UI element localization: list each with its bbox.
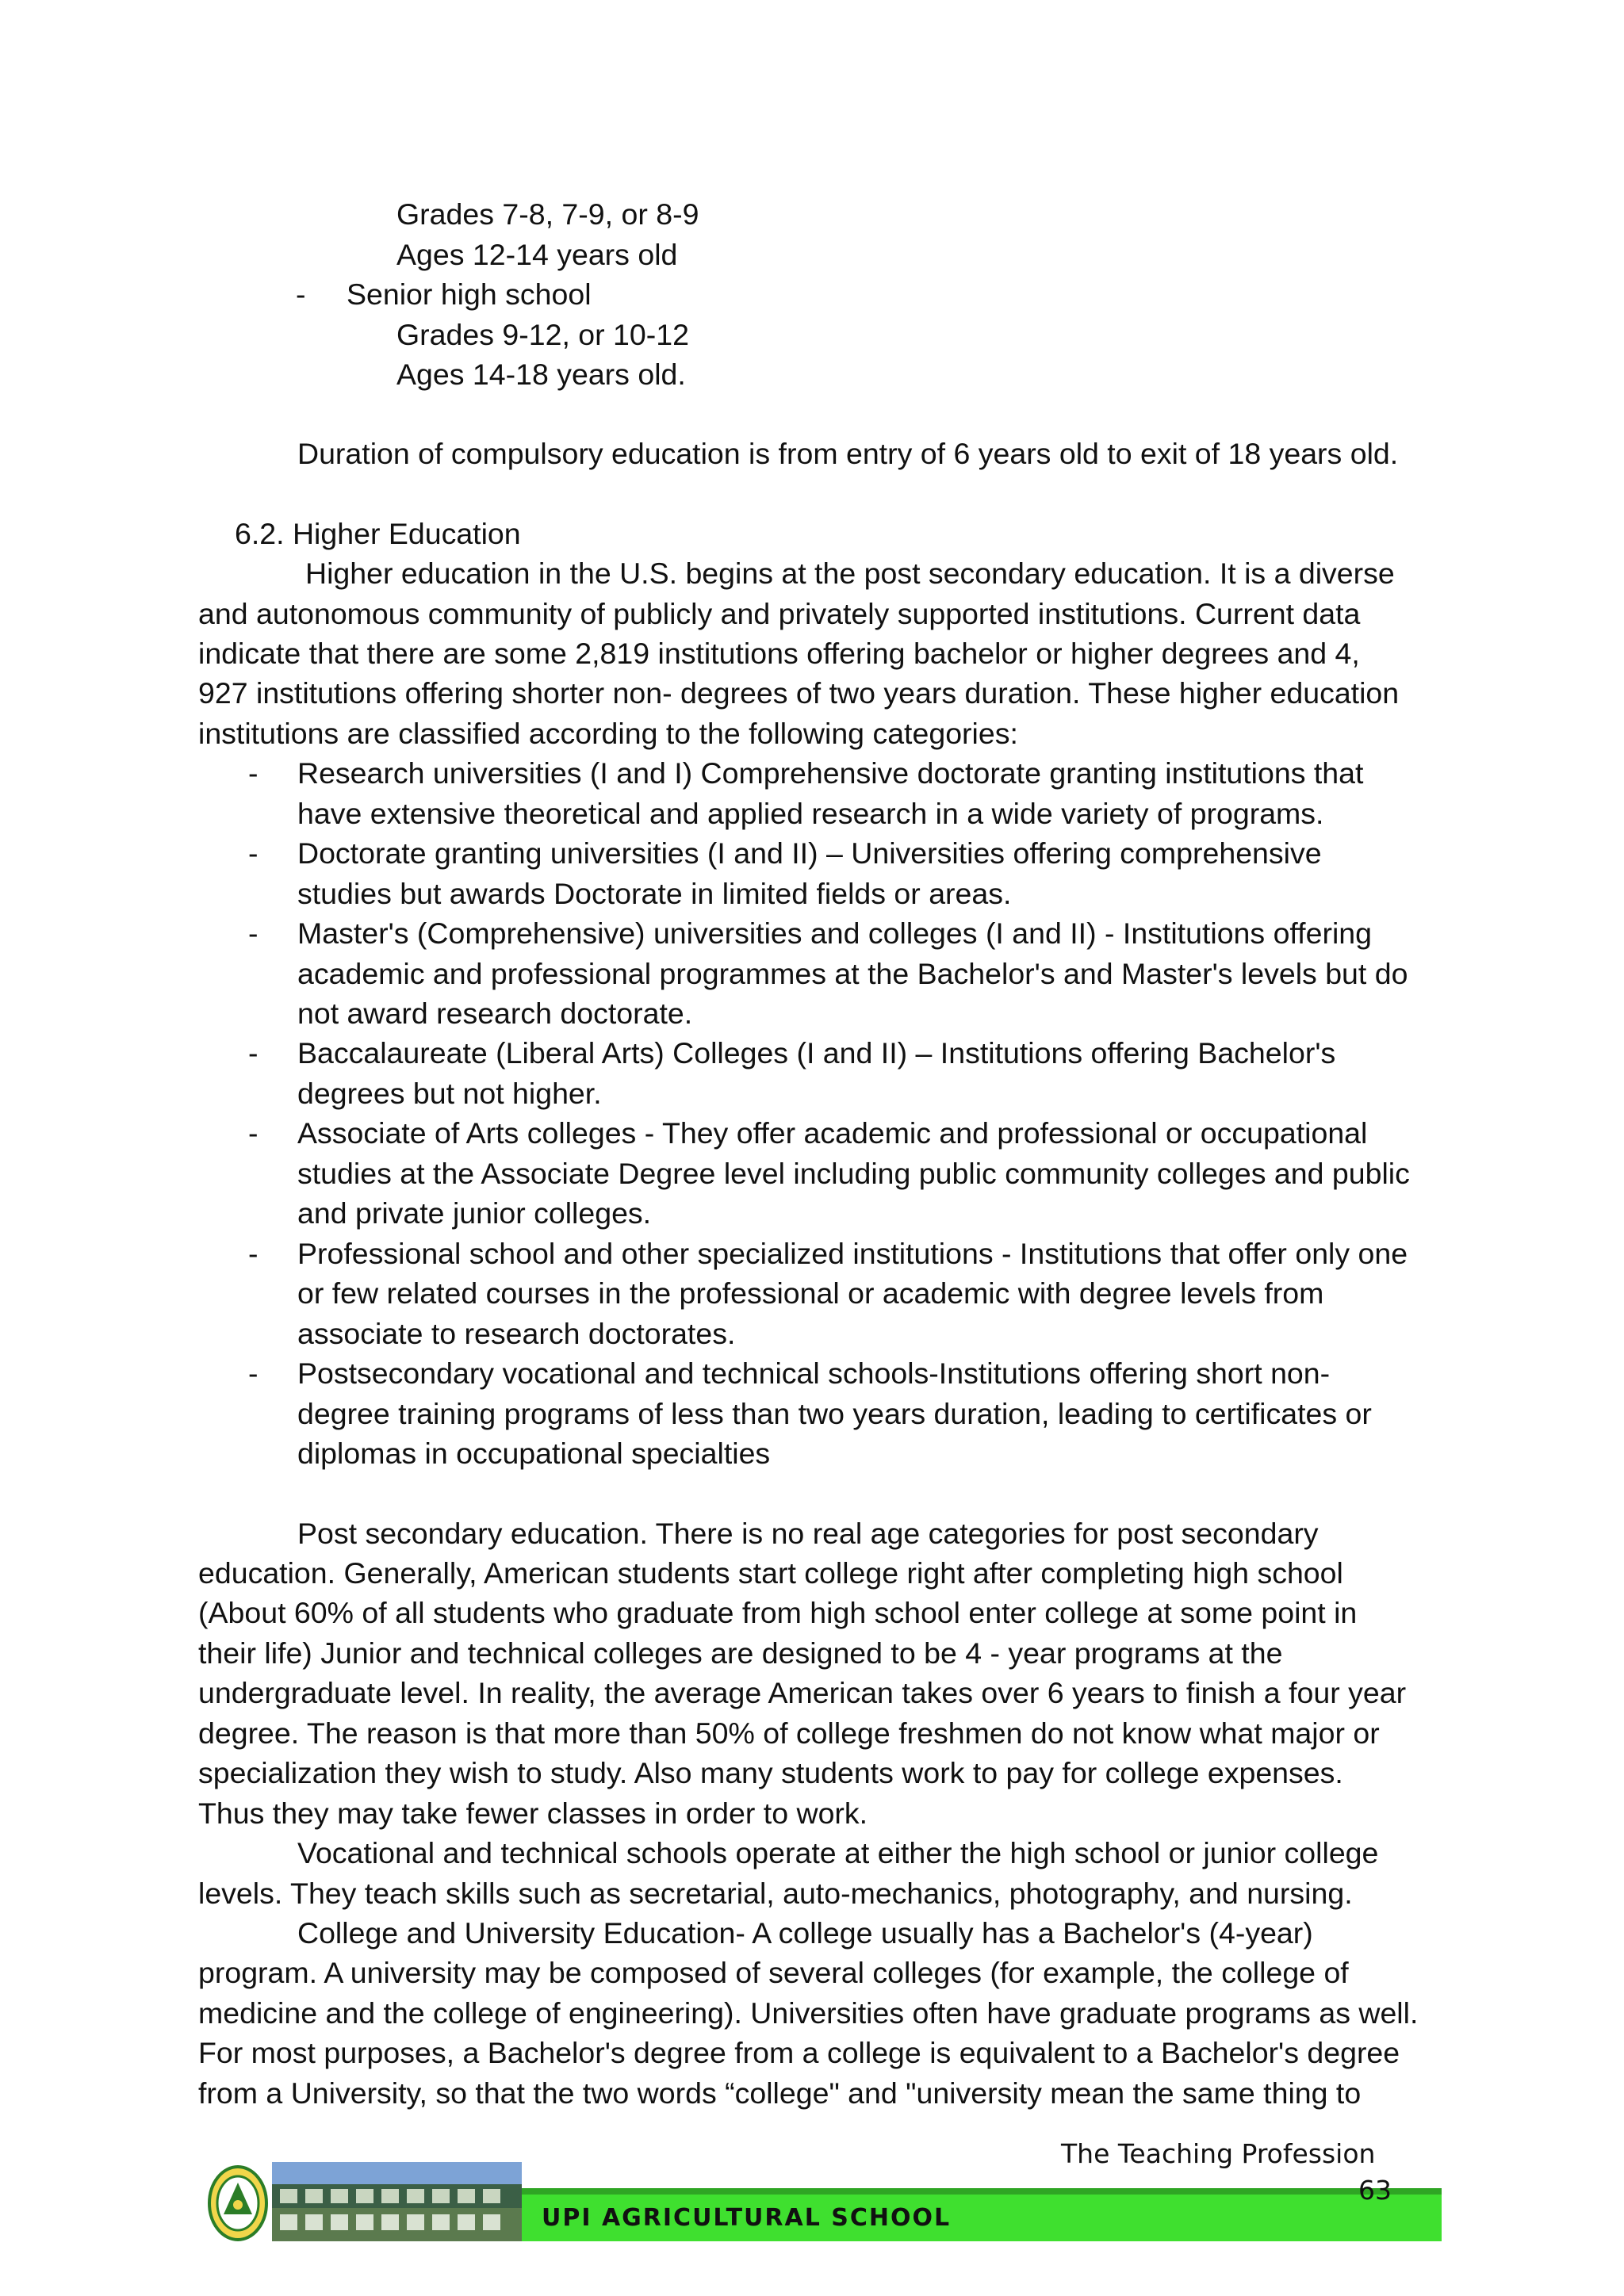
list-item: studies at the Associate Degree level including public community colleges and public — [297, 1157, 1410, 1190]
text-line: Ages 12-14 years old — [396, 238, 678, 271]
text-line: Vocational and technical schools operate at either the high school or junior college — [297, 1836, 1379, 1869]
section-heading: 6.2. Higher Education — [235, 517, 521, 550]
list-item: Professional school and other specialized institutions - Institutions that offer only one — [297, 1237, 1408, 1270]
text-line: Duration of compulsory education is from entry of 6 years old to exit of 18 years old. — [297, 437, 1399, 470]
list-item: associate to research doctorates. — [297, 1317, 736, 1350]
text-line: and autonomous community of publicly and privately supported institutions. Current data — [198, 597, 1361, 630]
bullet-dash: - — [248, 756, 259, 790]
text-line: undergraduate level. In reality, the average American takes over 6 years to finish a four year — [198, 1676, 1407, 1709]
school-building-photo — [272, 2162, 522, 2241]
list-item: studies but awards Doctorate in limited fields or areas. — [297, 877, 1012, 910]
bullet-dash: - — [296, 277, 306, 311]
list-item: Postsecondary vocational and technical schools-Institutions offering short non- — [297, 1357, 1331, 1390]
bullet-dash: - — [248, 836, 259, 870]
text-line: Grades 7-8, 7-9, or 8-9 — [396, 197, 699, 231]
school-name: UPI AGRICULTURAL SCHOOL — [542, 2204, 952, 2232]
text-line: Higher education in the U.S. begins at the post secondary education. It is a diverse — [305, 557, 1395, 590]
list-item: Associate of Arts colleges - They offer academic and professional or occupational — [297, 1116, 1368, 1150]
school-seal-icon — [208, 2165, 268, 2241]
text-line: 927 institutions offering shorter non- degrees of two years duration. These higher education — [198, 676, 1400, 710]
text-line: degree. The reason is that more than 50% of college freshmen do not know what major or — [198, 1716, 1380, 1750]
text-line: (About 60% of all students who graduate from high school enter college at some point in — [198, 1596, 1358, 1629]
text-line: Post secondary education. There is no real age categories for post secondary — [297, 1517, 1319, 1550]
list-item: or few related courses in the professional or academic with degree levels from — [297, 1276, 1324, 1310]
text-line: Ages 14-18 years old. — [396, 358, 686, 391]
bullet-dash: - — [248, 1116, 259, 1150]
footer-accent-line — [522, 2188, 1442, 2195]
text-line: their life) Junior and technical colleges are designed to be 4 - year programs at the — [198, 1636, 1283, 1670]
list-item: have extensive theoretical and applied research in a wide variety of programs. — [297, 797, 1324, 830]
list-item: degree training programs of less than two years duration, leading to certificates or — [297, 1397, 1372, 1430]
text-line: Grades 9-12, or 10-12 — [396, 318, 689, 351]
list-item: Master's (Comprehensive) universities and colleges (I and II) - Institutions offering — [297, 916, 1372, 950]
list-item: Research universities (I and I) Comprehensive doctorate granting institutions that — [297, 756, 1364, 790]
page-number: 63 — [1358, 2175, 1392, 2206]
text-line: indicate that there are some 2,819 institutions offering bachelor or higher degrees and 4, — [198, 637, 1360, 670]
book-title: The Teaching Profession — [1061, 2138, 1376, 2169]
text-line: institutions are classified according to the following categories: — [198, 717, 1018, 750]
bullet-dash: - — [248, 1036, 259, 1070]
bullet-dash: - — [248, 916, 259, 950]
text-line: program. A university may be composed of several colleges (for example, the college of — [198, 1956, 1349, 1989]
text-line: specialization they wish to study. Also many students work to pay for college expenses. — [198, 1756, 1343, 1789]
list-item: not award research doctorate. — [297, 997, 693, 1030]
list-item: academic and professional programmes at the Bachelor's and Master's levels but do — [297, 957, 1408, 990]
text-line: Thus they may take fewer classes in order to work. — [198, 1797, 868, 1830]
list-item: and private junior colleges. — [297, 1196, 652, 1230]
text-line: College and University Education- A college usually has a Bachelor's (4-year) — [297, 1916, 1313, 1950]
list-item: diplomas in occupational specialties — [297, 1437, 771, 1470]
bullet-dash: - — [248, 1237, 259, 1270]
text-line: For most purposes, a Bachelor's degree from a college is equivalent to a Bachelor's degree — [198, 2036, 1400, 2069]
bullet-dash: - — [248, 1357, 259, 1390]
list-item: Baccalaureate (Liberal Arts) Colleges (I and II) – Institutions offering Bachelor's — [297, 1036, 1336, 1070]
text-line: medicine and the college of engineering). Universities often have graduate programs as well. — [198, 1996, 1419, 2030]
text-line: levels. They teach skills such as secretarial, auto-mechanics, photography, and nursing. — [198, 1877, 1353, 1910]
text-line: education. Generally, American students start college right after completing high school — [198, 1556, 1343, 1590]
list-item: degrees but not higher. — [297, 1077, 602, 1110]
list-item: Doctorate granting universities (I and II) – Universities offering comprehensive — [297, 836, 1322, 870]
text-line: Senior high school — [347, 277, 592, 311]
text-line: from a University, so that the two words “college" and "university mean the same thing to — [198, 2076, 1362, 2110]
